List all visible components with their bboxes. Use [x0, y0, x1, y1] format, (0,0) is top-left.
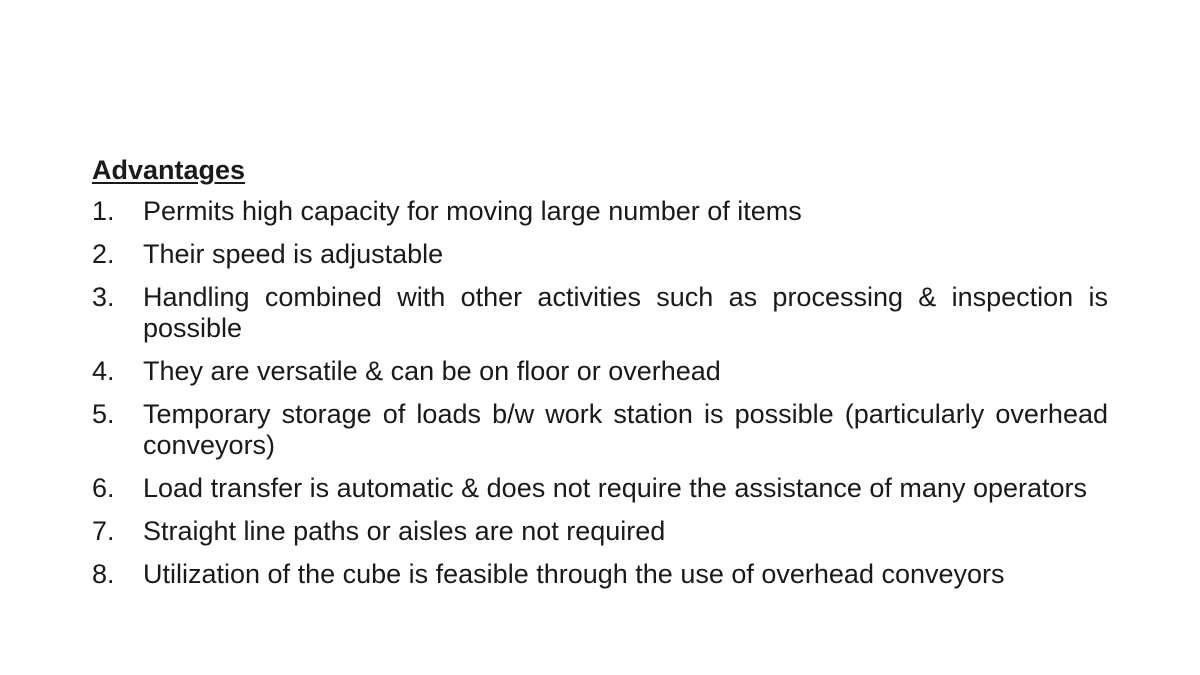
list-item — [92, 473, 1108, 504]
list-item-number: 2. — [92, 239, 115, 269]
slide-content — [92, 154, 1108, 602]
list-item-text: They are versatile & can be on floor or overhead — [143, 356, 721, 386]
advantages-heading: Advantages — [92, 155, 246, 185]
list-item-text: Straight line paths or aisles are not required — [143, 516, 666, 546]
list-item — [92, 239, 1108, 270]
list-item — [92, 516, 1108, 547]
list-item-number: 4. — [92, 356, 115, 386]
list-item — [92, 282, 1108, 344]
list-item-text: Temporary storage of loads b/w work station is possible (particularly overhead conveyors) — [143, 399, 1108, 460]
list-item-text: Permits high capacity for moving large number of items — [143, 196, 802, 226]
list-item-text: Load transfer is automatic & does not require the assistance of many operators — [143, 473, 1088, 503]
list-item — [92, 356, 1108, 387]
list-item-number: 6. — [92, 473, 115, 503]
list-item — [92, 399, 1108, 461]
list-item-text: Utilization of the cube is feasible through the use of overhead conveyors — [143, 559, 1005, 589]
list-item-number: 3. — [92, 282, 115, 312]
list-item-number: 1. — [92, 196, 115, 226]
list-item-number: 7. — [92, 516, 115, 546]
list-item-text: Their speed is adjustable — [143, 239, 444, 269]
list-item-number: 5. — [92, 399, 115, 429]
list-item — [92, 196, 1108, 227]
list-item — [92, 559, 1108, 590]
list-item-text: Handling combined with other activities such as processing & inspection is possible — [143, 282, 1108, 343]
advantages-list — [92, 196, 1108, 590]
list-item-number: 8. — [92, 559, 115, 589]
